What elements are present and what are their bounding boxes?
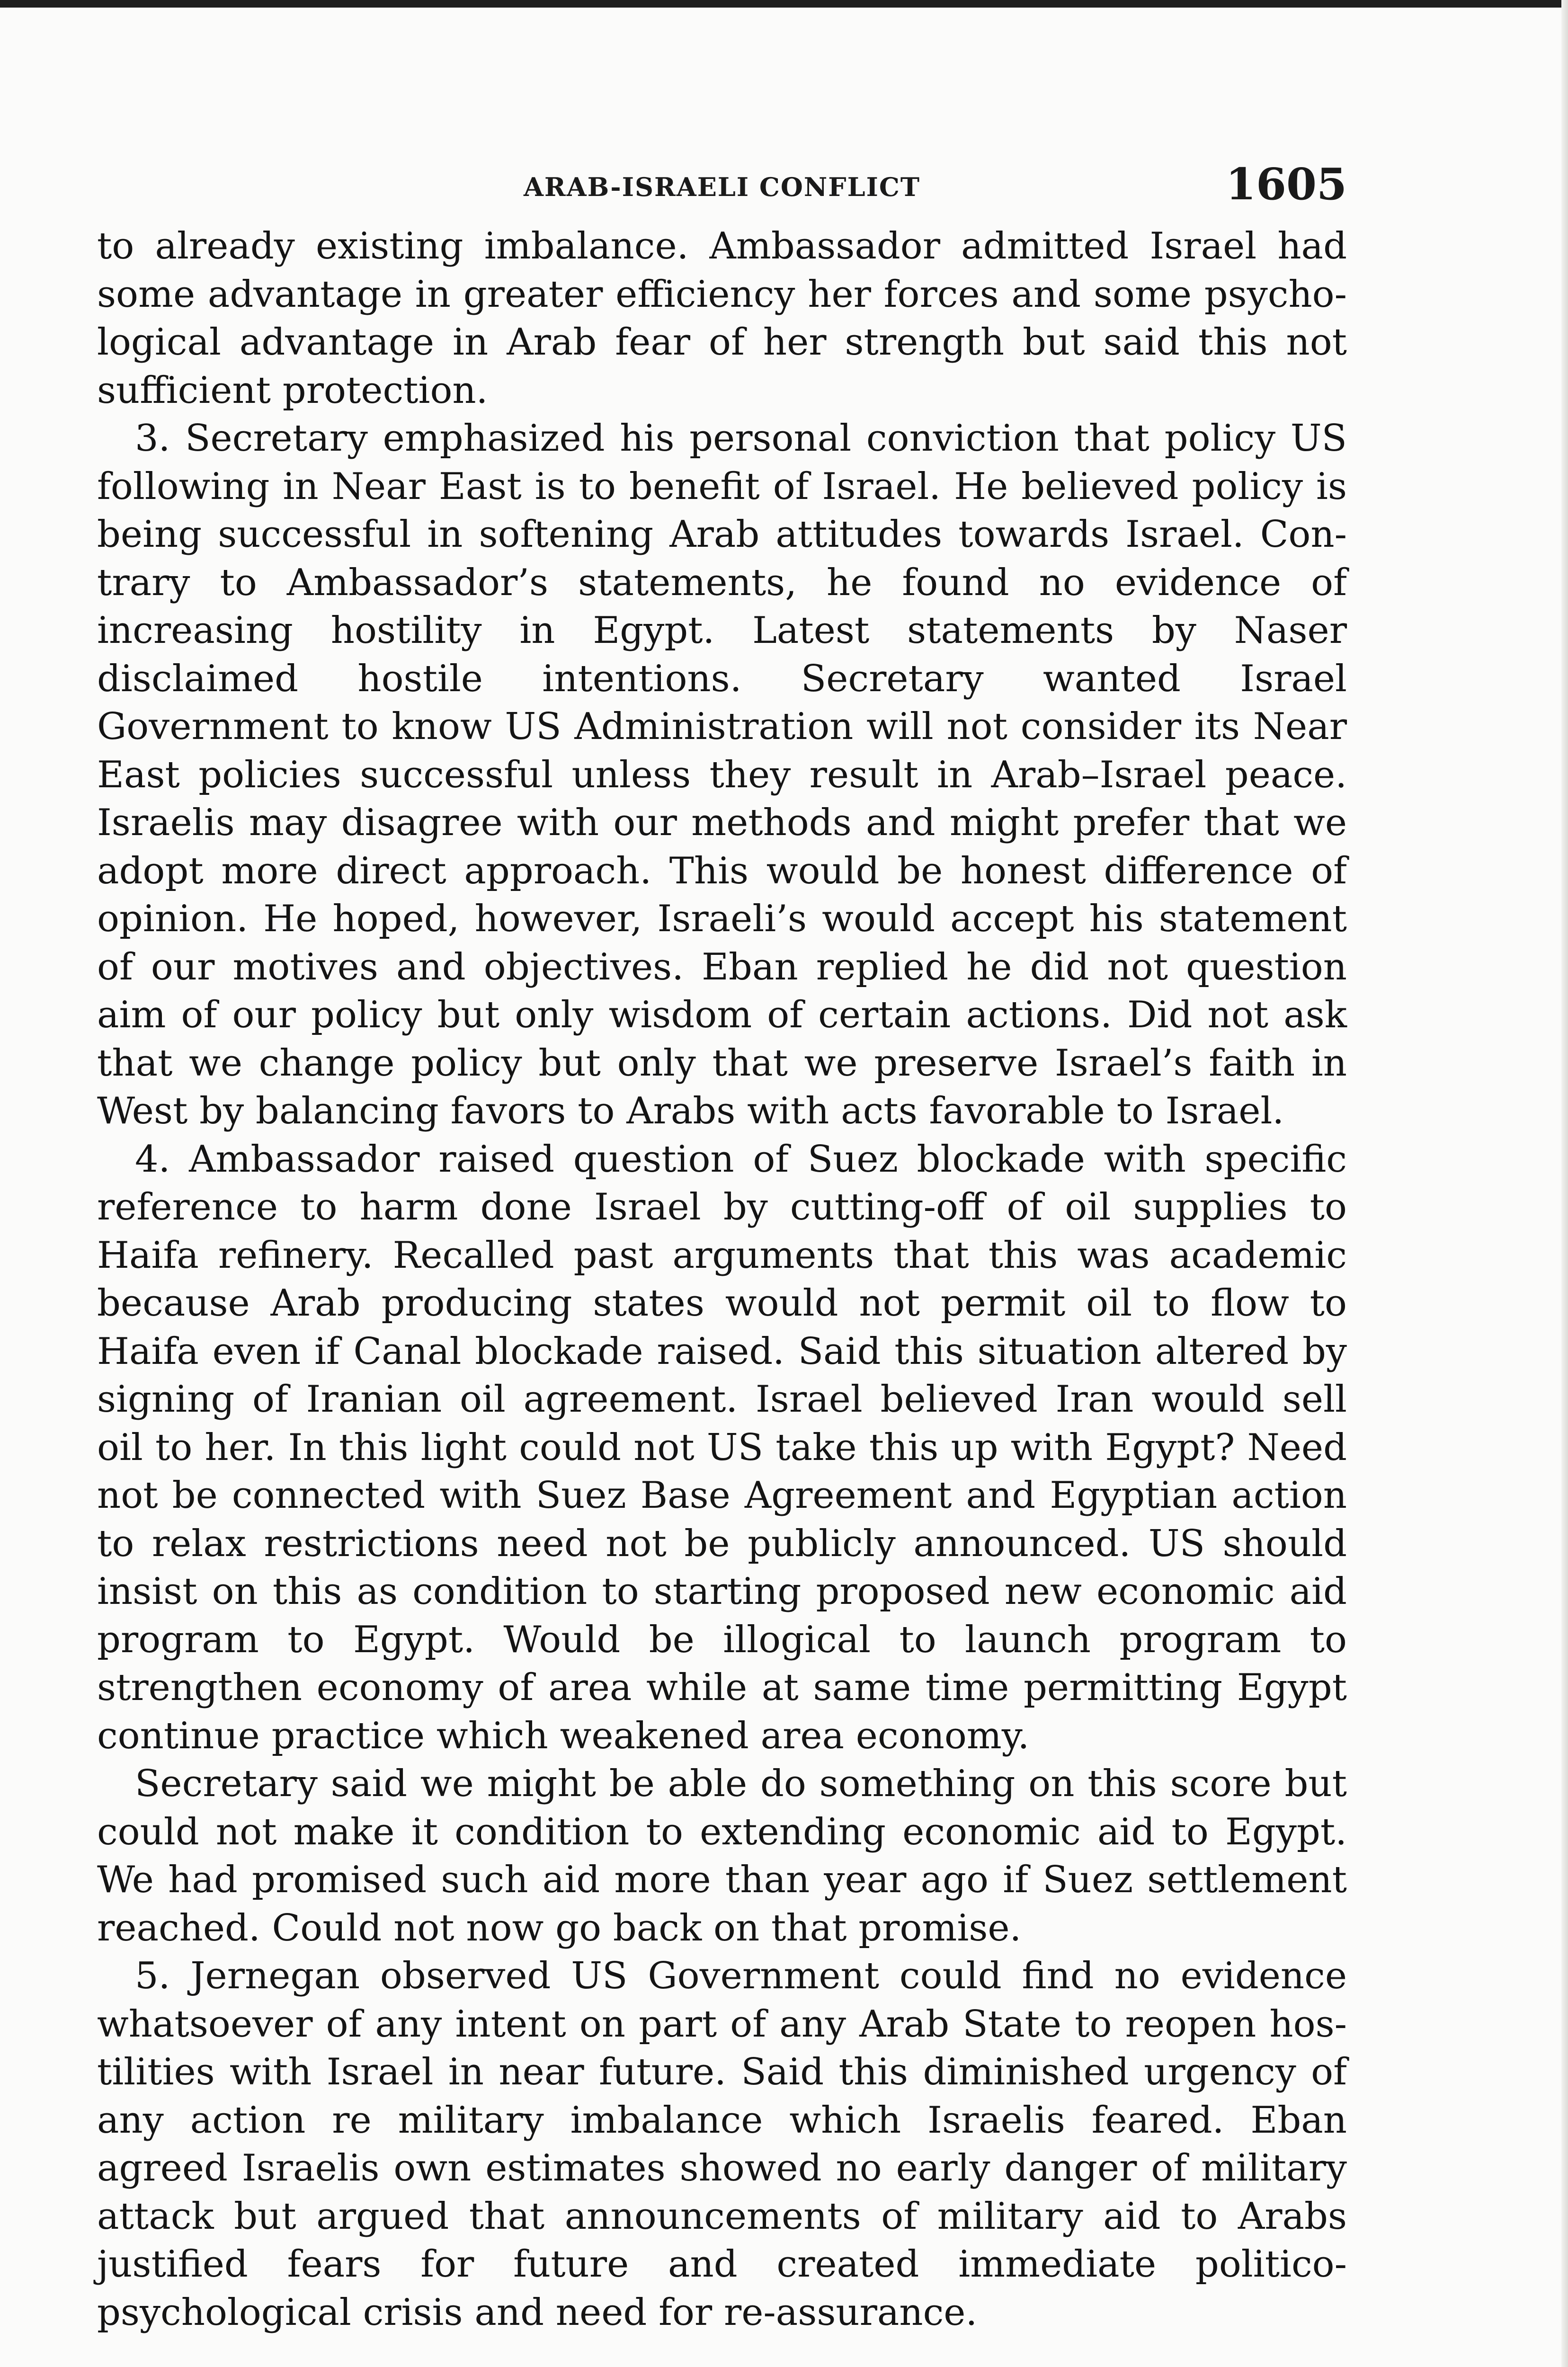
- paragraph-secretary-reply: Secretary said we might be able do something on this score but could not make it condition to extending economic aid to Egypt. We had promised such aid more than year ago if Suez settlement reached. Could not now go back on that promise.: [97, 1762, 1347, 1949]
- paragraph-item-4: 4. Ambassador raised question of Suez blockade with specific reference to harm done Israel by cutting-off of oil supplies to Haifa refinery. Recalled past arguments that this was academic because Arab producing states would not permit oil to flow to Haifa even if Canal blockade raised. Said this situation altered by signing of Iranian oil agreement. Israel believed Iran would sell oil to her. In this light could not US take this up with Egypt? Need not be connected with Suez Base Agreement and Egyptian action to relax restrictions need not be publicly announced. US should insist on this as condition to starting proposed new economic aid program to Egypt. Would be illogical to launch program to strengthen economy of area while at same time permitting Egypt continue practice which weakened area economy.: [97, 1138, 1347, 1757]
- body-text: [97, 222, 1347, 2337]
- paragraph-continued: to already existing imbalance. Ambassador admitted Israel had some advantage in greater efficiency her forces and some psychological advantage in Arab fear of her strength but said this not sufficient protection.: [97, 225, 1347, 412]
- page-number: 1605: [1225, 159, 1347, 210]
- running-head-title: ARAB-ISRAELI CONFLICT: [523, 172, 921, 202]
- scan-right-edge: [1561, 0, 1568, 2367]
- paragraph-item-5: 5. Jernegan observed US Government could find no evidence whatsoever of any intent on part of any Arab State to reopen hostilities with Israel in near future. Said this diminished urgency of any action re military imbalance which Israelis feared. Eban agreed Israelis own estimates showed no early danger of military attack but argued that announcements of military aid to Arabs justified fears for future and created immediate politico-psychological crisis and need for re-assurance.: [97, 1955, 1347, 2334]
- scan-top-edge: [0, 0, 1568, 8]
- running-head: [97, 159, 1347, 215]
- paragraph-item-3: 3. Secretary emphasized his personal conviction that policy US following in Near East is to benefit of Israel. He believed policy is being successful in softening Arab attitudes towards Israel. Contrary to Ambassador’s statements, he found no evidence of increasing hostility in Egypt. Latest statements by Naser disclaimed hostile intentions. Secretary wanted Israel Government to know US Administration will not consider its Near East policies successful unless they result in Arab–Israel peace. Israelis may disagree with our methods and might prefer that we adopt more direct approach. This would be honest difference of opinion. He hoped, however, Israeli’s would accept his statement of our motives and objectives. Eban replied he did not question aim of our policy but only wisdom of certain actions. Did not ask that we change policy but only that we preserve Israel’s faith in West by balancing favors to Arabs with acts favorable to Israel.: [97, 417, 1347, 1132]
